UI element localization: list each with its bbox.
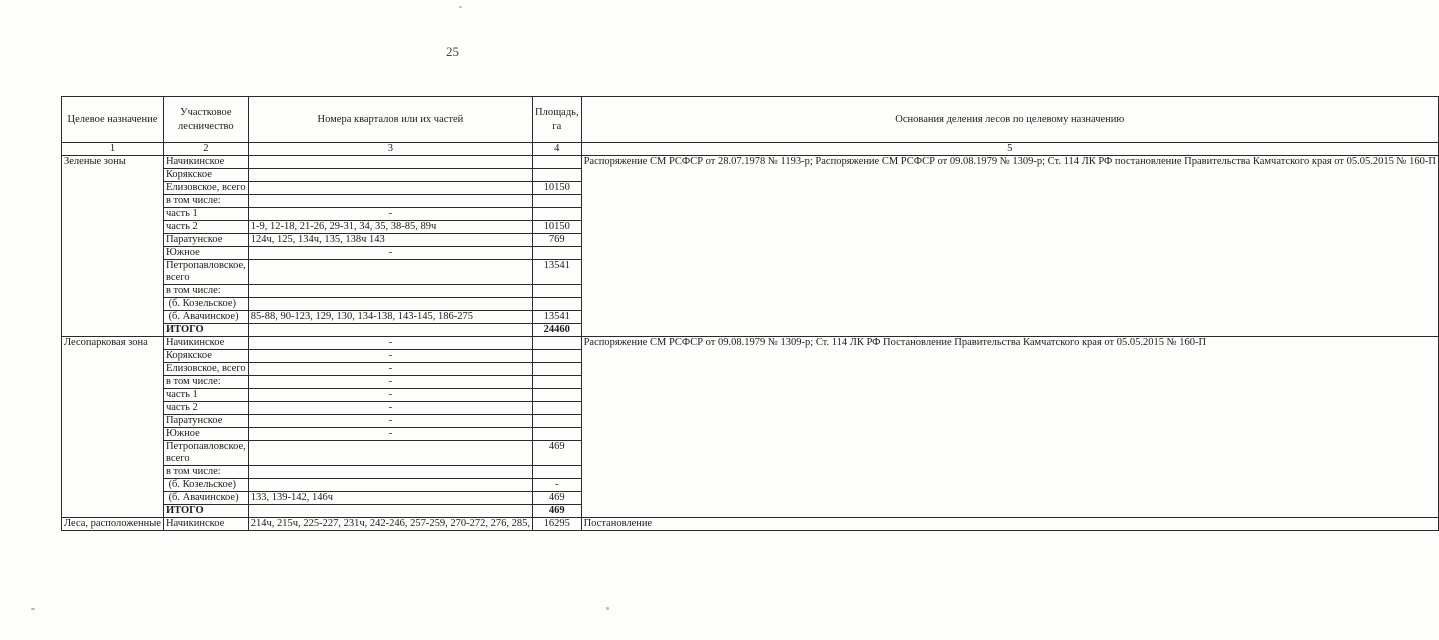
quarters-cell (248, 298, 532, 311)
area-cell: 469 (533, 505, 582, 518)
quarters-cell (248, 285, 532, 298)
column-number: 3 (248, 143, 532, 156)
area-cell: 10150 (533, 221, 582, 234)
district-cell: Паратунское (163, 415, 248, 428)
quarters-cell (248, 260, 532, 285)
column-number: 5 (581, 143, 1438, 156)
basis-cell: Постановление (581, 518, 1438, 531)
quarters-cell: - (248, 402, 532, 415)
quarters-cell: 85-88, 90-123, 129, 130, 134-138, 143-145, 186-275 (248, 311, 532, 324)
area-cell (533, 415, 582, 428)
district-cell: Начикинское (163, 337, 248, 350)
table-row (62, 156, 1439, 169)
area-cell: 10150 (533, 182, 582, 195)
purpose-cell: Зеленые зоны (62, 156, 164, 337)
scan-speck (459, 6, 462, 8)
quarters-cell (248, 324, 532, 337)
district-cell: ИТОГО (163, 505, 248, 518)
district-cell: (б. Козельское) (163, 298, 248, 311)
district-cell: часть 1 (163, 208, 248, 221)
area-cell: 24460 (533, 324, 582, 337)
quarters-cell (248, 479, 532, 492)
district-cell: (б. Козельское) (163, 479, 248, 492)
column-number: 2 (163, 143, 248, 156)
area-cell: 469 (533, 441, 582, 466)
column-number: 4 (533, 143, 582, 156)
quarters-cell: - (248, 363, 532, 376)
forest-purpose-table (61, 96, 1439, 531)
area-cell (533, 298, 582, 311)
quarters-cell (248, 195, 532, 208)
area-cell (533, 376, 582, 389)
area-cell: - (533, 479, 582, 492)
district-cell: Петропавловское, всего (163, 441, 248, 466)
quarters-cell: - (248, 376, 532, 389)
header-quarters: Номера кварталов или их частей (248, 97, 532, 143)
basis-cell: Распоряжение СМ РСФСР от 28.07.1978 № 1193-р; Распоряжение СМ РСФСР от 09.08.1979 № 1309-р; Ст. 114 ЛК РФ постановление Правительства Камчатского края от 05.05.2015 № 160-П (581, 156, 1438, 337)
district-cell: Елизовское, всего (163, 363, 248, 376)
purpose-cell: Лесопарковая зона (62, 337, 164, 518)
purpose-cell: Леса, расположенные (62, 518, 164, 531)
area-cell: 13541 (533, 260, 582, 285)
area-cell (533, 350, 582, 363)
district-cell: в том числе: (163, 285, 248, 298)
quarters-cell: 1-9, 12-18, 21-26, 29-31, 34, 35, 38-85, 89ч (248, 221, 532, 234)
district-cell: в том числе: (163, 376, 248, 389)
area-cell (533, 363, 582, 376)
header-district: Участковое лесничество (163, 97, 248, 143)
header-basis: Основания деления лесов по целевому назначению (581, 97, 1438, 143)
basis-cell: Распоряжение СМ РСФСР от 09.08.1979 № 1309-р; Ст. 114 ЛК РФ Постановление Правительства Камчатского края от 05.05.2015 № 160-П (581, 337, 1438, 518)
area-cell (533, 208, 582, 221)
district-cell: часть 1 (163, 389, 248, 402)
area-cell (533, 402, 582, 415)
quarters-cell: 214ч, 215ч, 225-227, 231ч, 242-246, 257-259, 270-272, 276, 285, (248, 518, 532, 531)
district-cell: Южное (163, 428, 248, 441)
quarters-cell: - (248, 389, 532, 402)
quarters-cell (248, 505, 532, 518)
table-row (62, 518, 1439, 531)
quarters-cell: - (248, 208, 532, 221)
page-number: 25 (446, 44, 459, 59)
district-cell: (б. Авачинское) (163, 492, 248, 505)
district-cell: в том числе: (163, 466, 248, 479)
district-cell: часть 2 (163, 402, 248, 415)
district-cell: Корякское (163, 350, 248, 363)
quarters-cell (248, 182, 532, 195)
area-cell (533, 285, 582, 298)
district-cell: Южное (163, 247, 248, 260)
header-area: Площадь, га (533, 97, 582, 143)
district-cell: Начикинское (163, 156, 248, 169)
area-cell (533, 156, 582, 169)
district-cell: ИТОГО (163, 324, 248, 337)
column-number: 1 (62, 143, 164, 156)
quarters-cell: - (248, 337, 532, 350)
column-number-row (62, 143, 1439, 156)
table-header-row (62, 97, 1439, 143)
quarters-cell: 124ч, 125, 134ч, 135, 138ч 143 (248, 234, 532, 247)
area-cell: 16295 (533, 518, 582, 531)
quarters-cell: - (248, 350, 532, 363)
quarters-cell (248, 156, 532, 169)
district-cell: в том числе: (163, 195, 248, 208)
district-cell: Начикинское (163, 518, 248, 531)
district-cell: Паратунское (163, 234, 248, 247)
area-cell (533, 466, 582, 479)
quarters-cell: - (248, 415, 532, 428)
quarters-cell (248, 466, 532, 479)
area-cell: 469 (533, 492, 582, 505)
area-cell (533, 337, 582, 350)
quarters-cell: 133, 139-142, 146ч (248, 492, 532, 505)
area-cell (533, 389, 582, 402)
district-cell: Петропавловское, всего (163, 260, 248, 285)
scan-speck (606, 607, 609, 610)
area-cell (533, 195, 582, 208)
table-row (62, 337, 1439, 350)
scan-speck (31, 608, 35, 610)
quarters-cell (248, 441, 532, 466)
district-cell: Корякское (163, 169, 248, 182)
area-cell (533, 169, 582, 182)
area-cell: 769 (533, 234, 582, 247)
quarters-cell (248, 169, 532, 182)
district-cell: (б. Авачинское) (163, 311, 248, 324)
district-cell: часть 2 (163, 221, 248, 234)
area-cell (533, 428, 582, 441)
area-cell: 13541 (533, 311, 582, 324)
header-purpose: Целевое назначение (62, 97, 164, 143)
quarters-cell: - (248, 247, 532, 260)
district-cell: Елизовское, всего (163, 182, 248, 195)
area-cell (533, 247, 582, 260)
quarters-cell: - (248, 428, 532, 441)
